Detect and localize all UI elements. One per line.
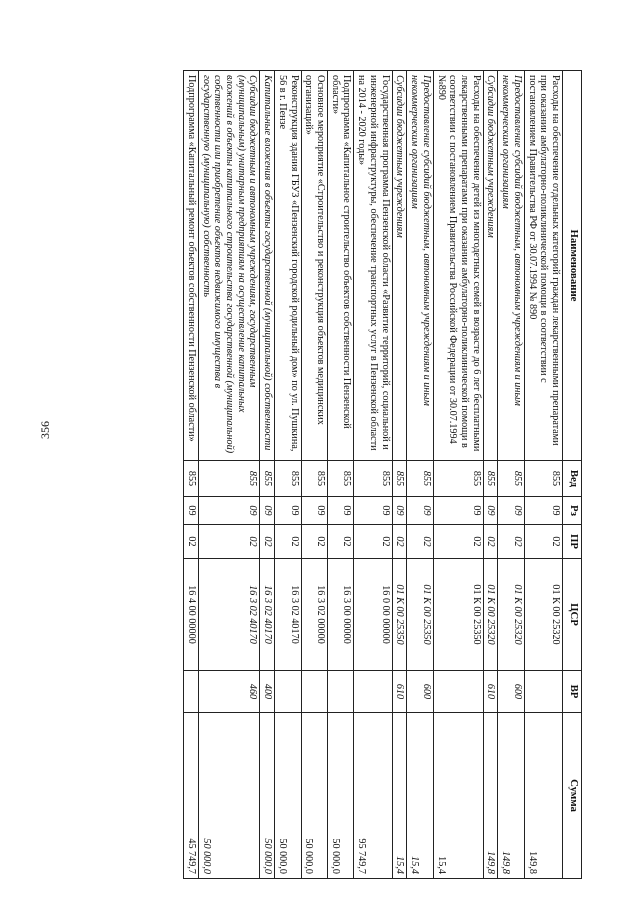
cell-ved: 855 — [328, 461, 354, 497]
cell-name: Подпрограмма «Капитальный ремонт объектов собственности Пензенской области» — [184, 71, 199, 461]
cell-vr: 610 — [483, 671, 498, 713]
cell-sum: 95 749,7 — [354, 713, 392, 879]
cell-name: Основное мероприятие «Строительство и реконструкция объектов медицинских организаций» — [301, 71, 327, 461]
cell-ved: 855 — [498, 461, 524, 497]
cell-rz: 09 — [301, 497, 327, 525]
cell-csr: 16 4 00 00000 — [184, 559, 199, 671]
cell-pr: 02 — [275, 525, 301, 559]
cell-name: Расходы на обеспечение детей из многодетных семей в возрасте до 6 лет бесплатными лекарственными препаратами при оказании амбулаторно-поликлинической помощи в соответствии с постановлением Правительства Российской Федерации от 30.07.1994 №890 — [433, 71, 483, 461]
cell-pr: 02 — [433, 525, 483, 559]
cell-vr: 610 — [392, 671, 407, 713]
cell-ved: 855 — [524, 461, 562, 497]
cell-name: Субсидии бюджетным и автономным учреждениям, государственным (муниципальным) унитарным предприятиям на осуществление капитальных вложений в объекты капитального строительства государственной (муниципальной) собственности или приобретение объектов недвижимого имущества в государственную (муниципальную) собственность — [198, 71, 260, 461]
cell-sum: 50 000,0 — [260, 713, 275, 879]
cell-rz: 09 — [483, 497, 498, 525]
cell-vr: 600 — [498, 671, 524, 713]
table-row — [433, 71, 483, 879]
cell-rz: 09 — [392, 497, 407, 525]
cell-pr: 02 — [483, 525, 498, 559]
table-row — [483, 71, 498, 879]
cell-sum: 15,4 — [392, 713, 407, 879]
cell-pr: 02 — [198, 525, 260, 559]
cell-sum: 50 000,0 — [301, 713, 327, 879]
cell-rz: 09 — [184, 497, 199, 525]
table-row — [328, 71, 354, 879]
table-row — [524, 71, 562, 879]
cell-sum: 15,4 — [407, 713, 433, 879]
cell-sum: 149,8 — [524, 713, 562, 879]
table-row — [184, 71, 199, 879]
cell-vr — [301, 671, 327, 713]
table-body — [184, 71, 563, 879]
cell-ved: 855 — [275, 461, 301, 497]
cell-ved: 855 — [301, 461, 327, 497]
cell-pr: 02 — [184, 525, 199, 559]
cell-csr: 16 3 02 40170 — [260, 559, 275, 671]
table-row — [392, 71, 407, 879]
page-number: 356 — [38, 421, 52, 439]
cell-sum: 149,8 — [483, 713, 498, 879]
table-row — [260, 71, 275, 879]
budget-table — [183, 70, 582, 879]
table-row — [275, 71, 301, 879]
cell-pr: 02 — [392, 525, 407, 559]
budget-table-container — [183, 70, 582, 878]
table-row — [301, 71, 327, 879]
table-row — [498, 71, 524, 879]
cell-rz: 09 — [354, 497, 392, 525]
cell-vr — [354, 671, 392, 713]
cell-csr: 16 3 02 40170 — [198, 559, 260, 671]
cell-csr: 01 К 00 25320 — [498, 559, 524, 671]
cell-csr: 01 К 00 25320 — [483, 559, 498, 671]
header-csr: ЦСР — [563, 559, 582, 671]
cell-name: Государственная программа Пензенской области «Развитие территорий, социальной и инженерной инфраструктуры, обеспечение транспортных услуг в Пензенской области на 2014 - 2020 годы» — [354, 71, 392, 461]
cell-name: Субсидии бюджетным учреждениям — [392, 71, 407, 461]
cell-pr: 02 — [354, 525, 392, 559]
cell-csr: 16 3 00 00000 — [328, 559, 354, 671]
table-row — [407, 71, 433, 879]
cell-name: Субсидии бюджетным учреждениям — [483, 71, 498, 461]
cell-pr: 02 — [407, 525, 433, 559]
cell-sum: 50 000,0 — [328, 713, 354, 879]
header-sum: Сумма — [563, 713, 582, 879]
header-rz: Рз — [563, 497, 582, 525]
cell-csr: 01 К 00 25320 — [524, 559, 562, 671]
cell-ved: 855 — [184, 461, 199, 497]
cell-ved: 855 — [198, 461, 260, 497]
cell-csr: 01 К 00 25350 — [392, 559, 407, 671]
cell-sum: 45 749,7 — [184, 713, 199, 879]
cell-vr: 600 — [407, 671, 433, 713]
cell-ved: 855 — [392, 461, 407, 497]
cell-ved: 855 — [260, 461, 275, 497]
cell-rz: 09 — [524, 497, 562, 525]
cell-sum: 15,4 — [433, 713, 483, 879]
cell-pr: 02 — [524, 525, 562, 559]
cell-vr: 460 — [198, 671, 260, 713]
header-ved: Вед — [563, 461, 582, 497]
table-header-row — [563, 71, 582, 879]
cell-rz: 09 — [328, 497, 354, 525]
cell-sum: 50 000,0 — [275, 713, 301, 879]
cell-csr: 01 К 00 25350 — [407, 559, 433, 671]
cell-csr: 01 К 00 25350 — [433, 559, 483, 671]
cell-vr — [275, 671, 301, 713]
cell-name: Реконструкция здания ГБУЗ «Пензенский городской родильный дом» по ул. Пушкина, 56 в г. Пензе — [275, 71, 301, 461]
cell-ved: 855 — [483, 461, 498, 497]
cell-pr: 02 — [260, 525, 275, 559]
header-pr: ПР — [563, 525, 582, 559]
cell-ved: 855 — [433, 461, 483, 497]
cell-rz: 09 — [275, 497, 301, 525]
cell-vr — [328, 671, 354, 713]
cell-csr: 16 3 02 40170 — [275, 559, 301, 671]
cell-rz: 09 — [498, 497, 524, 525]
cell-name: Капитальные вложения в объекты государственной (муниципальной) собственности — [260, 71, 275, 461]
table-row — [198, 71, 260, 879]
cell-rz: 09 — [433, 497, 483, 525]
cell-name: Предоставление субсидий бюджетным, автономным учреждениям и иным некоммерческим организациям — [407, 71, 433, 461]
cell-pr: 02 — [328, 525, 354, 559]
cell-vr: 400 — [260, 671, 275, 713]
header-vr: ВР — [563, 671, 582, 713]
cell-vr — [524, 671, 562, 713]
cell-rz: 09 — [198, 497, 260, 525]
cell-pr: 02 — [301, 525, 327, 559]
cell-csr: 16 0 00 00000 — [354, 559, 392, 671]
cell-vr — [433, 671, 483, 713]
cell-csr: 16 3 02 00000 — [301, 559, 327, 671]
header-name: Наименование — [563, 71, 582, 461]
cell-ved: 855 — [407, 461, 433, 497]
cell-rz: 09 — [260, 497, 275, 525]
cell-rz: 09 — [407, 497, 433, 525]
cell-name: Предоставление субсидий бюджетным, автономным учреждениям и иным некоммерческим организациям — [498, 71, 524, 461]
cell-ved: 855 — [354, 461, 392, 497]
cell-sum: 149,8 — [498, 713, 524, 879]
cell-sum: 50 000,0 — [198, 713, 260, 879]
cell-name: Подпрограмма «Капитальное строительство объектов собственности Пензенской области» — [328, 71, 354, 461]
cell-pr: 02 — [498, 525, 524, 559]
cell-vr — [184, 671, 199, 713]
table-row — [354, 71, 392, 879]
cell-name: Расходы на обеспечение отдельных категорий граждан лекарственными препаратами при оказании амбулаторно-поликлинической помощи в соответствии с постановлением Правительства РФ от 30.07.1994 № 890 — [524, 71, 562, 461]
